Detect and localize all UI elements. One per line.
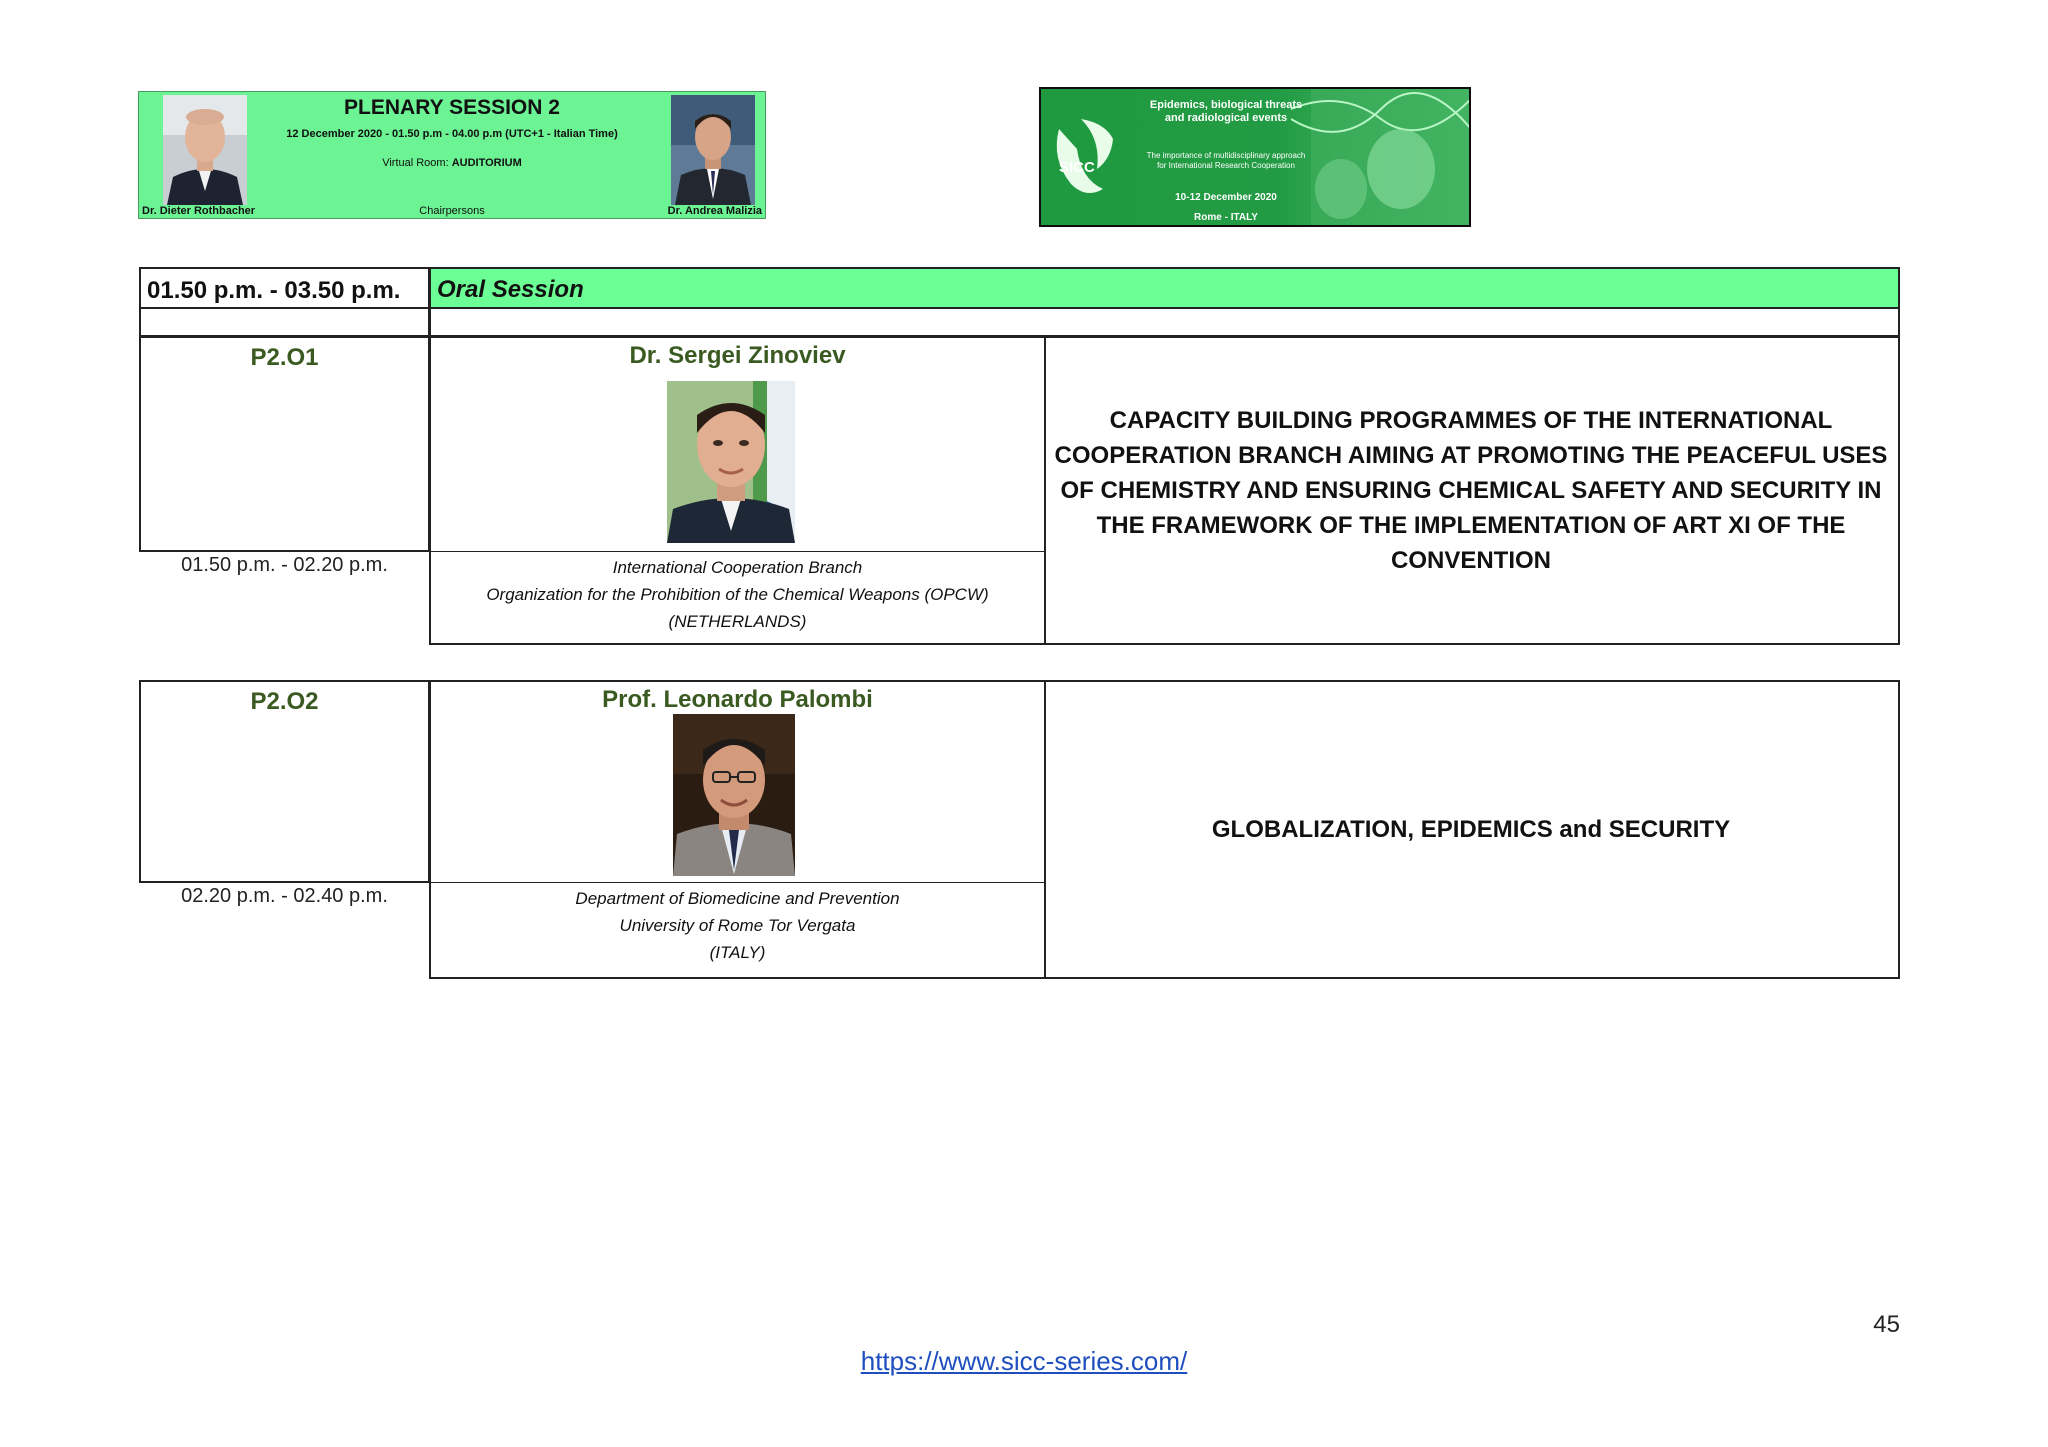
conference-tagline: The importance of multidisciplinary approach for International Research Cooperation	[1146, 151, 1306, 170]
conference-dates: 10-12 December 2020	[1175, 192, 1277, 203]
speaker-photo	[673, 714, 795, 876]
chair-left-name: Dr. Dieter Rothbacher	[142, 205, 256, 217]
talk-code-cell: P2.O2	[139, 680, 430, 883]
affiliation-line: (ITALY)	[709, 943, 766, 962]
affiliation-line: University of Rome Tor Vergata	[619, 916, 856, 935]
talk-time: 02.20 p.m. - 02.40 p.m.	[181, 885, 388, 907]
chair-right-name: Dr. Andrea Malizia	[667, 205, 762, 217]
website-link[interactable]: https://www.sicc-series.com/	[860, 1346, 1188, 1376]
conference-location: Rome - ITALY	[1194, 212, 1258, 223]
talk-title	[1044, 336, 1900, 645]
talk-title	[1044, 680, 1900, 979]
affiliation-line: Department of Biomedicine and Prevention	[575, 889, 900, 908]
session-time-range: 01.50 p.m. - 03.50 p.m.	[139, 267, 430, 309]
plenary-room	[139, 157, 765, 169]
speaker-photo	[667, 381, 795, 543]
affiliation-line: International Cooperation Branch	[612, 558, 863, 577]
speaker-name: Prof. Leonardo Palombi	[602, 686, 873, 713]
room-label: Virtual Room:	[382, 157, 449, 169]
talk-code-cell: P2.O1	[139, 336, 430, 552]
affiliation-line: Organization for the Prohibition of the Chemical Weapons (OPCW)	[486, 585, 989, 604]
talk-affiliation	[429, 883, 1046, 979]
talk-title-text: CAPACITY BUILDING PROGRAMMES OF THE INTERNATIONAL COOPERATION BRANCH AIMING AT PROMOTING THE PEACEFUL USES OF CHEMISTRY AND ENSURING CHEMICAL SAFETY AND SECURITY IN THE FRAMEWORK OF THE IMPLEMENTATION OF ART XI OF THE CONVENTION	[1054, 407, 1888, 574]
session-spacer-cell	[429, 307, 1900, 337]
session-spacer-cell	[139, 307, 430, 337]
speaker-name: Dr. Sergei Zinoviev	[629, 342, 846, 369]
affiliation-line: (NETHERLANDS)	[668, 612, 807, 631]
conference-banner	[1039, 87, 1471, 227]
talk-time: 01.50 p.m. - 02.20 p.m.	[181, 554, 388, 576]
talk-affiliation	[429, 552, 1046, 645]
talk-title-text: GLOBALIZATION, EPIDEMICS and SECURITY	[1211, 816, 1731, 843]
room-name: AUDITORIUM	[451, 157, 522, 169]
plenary-session-banner	[138, 91, 766, 219]
session-type: Oral Session	[429, 267, 1900, 309]
page-number: 45	[1873, 1311, 1900, 1338]
plenary-date-time: 12 December 2020 - 01.50 p.m - 04.00 p.m (UTC+1 - Italian Time)	[286, 128, 618, 140]
conference-headline: Epidemics, biological threats and radiological events	[1149, 99, 1303, 124]
plenary-title: PLENARY SESSION 2	[344, 96, 560, 119]
chairpersons-label: Chairpersons	[419, 205, 485, 217]
conference-brand-logo: SICC	[1059, 159, 1095, 176]
